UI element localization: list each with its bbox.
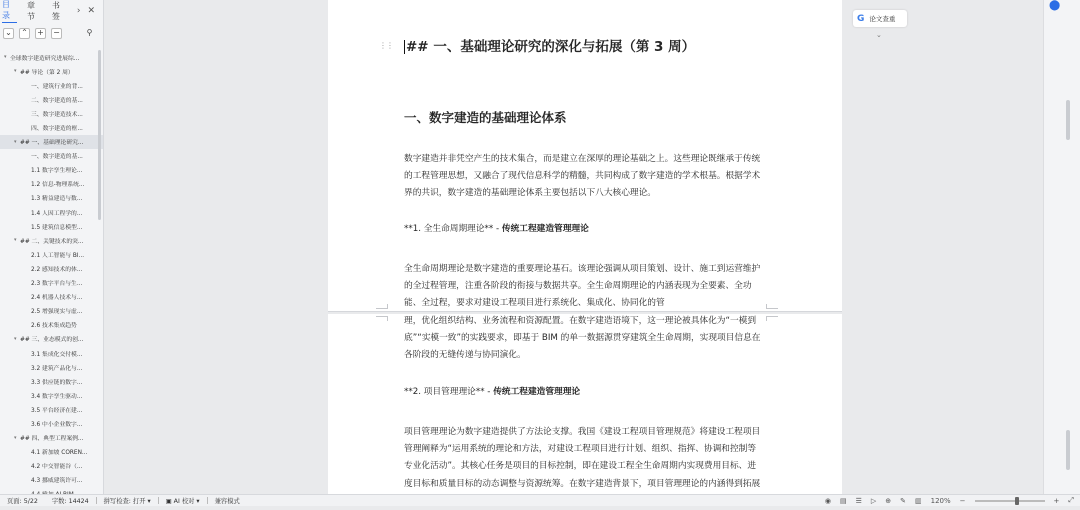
outline-panel xyxy=(0,0,104,494)
drag-handle-icon[interactable]: ⋮⋮ xyxy=(379,41,393,50)
outline-item[interactable] xyxy=(0,120,103,134)
compat-mode-label: 兼容模式 xyxy=(214,498,240,505)
outline-item[interactable] xyxy=(0,261,103,275)
ai-icon: ▣ xyxy=(165,498,172,505)
outline-item-label: 2.2 感知技术的体... xyxy=(31,266,83,273)
spell-check-toggle[interactable]: 拼写检查: 打开 ▾ xyxy=(103,498,151,505)
paragraph[interactable]: 全生命周期理论是数字建造的重要理论基石。该理论强调从项目策划、设计、施工到运营维护的全过程管理，注重各阶段的衔接与数据共享。全生命周期理论的内涵表现为全要素、全功能、全过程，要求对建设工程项目进行系统化、集成化、协同化的管 xyxy=(404,264,761,309)
remove-icon[interactable]: − xyxy=(51,28,62,39)
outline-item[interactable] xyxy=(0,92,103,106)
margin-corner-mark xyxy=(376,316,388,321)
subheading[interactable] xyxy=(404,385,764,397)
outline-item-label: ## 导论（第 2 周） xyxy=(20,69,74,76)
outline-item[interactable] xyxy=(0,346,103,360)
outline-item[interactable] xyxy=(0,163,103,177)
zoom-slider[interactable] xyxy=(975,500,1045,502)
outline-item-label: 1.3 精益建造与数... xyxy=(31,196,83,203)
outline-toolbar xyxy=(0,22,103,44)
outline-item[interactable] xyxy=(0,219,103,233)
document-scrollbar-lower[interactable] xyxy=(1066,430,1070,470)
document-scrollbar[interactable] xyxy=(1066,100,1070,140)
outline-item-label: 3.3 供应链的数字... xyxy=(31,379,83,386)
chevron-right-icon[interactable]: › xyxy=(76,6,81,16)
outline-item[interactable] xyxy=(0,64,103,78)
tab-bookmarks[interactable]: 书签 xyxy=(51,1,60,21)
outline-item[interactable] xyxy=(0,247,103,261)
outline-item[interactable] xyxy=(0,276,103,290)
text-cursor xyxy=(404,40,405,54)
heading-level2-text: ## 一、基础理论研究的深化与拓展（第 3 周） xyxy=(406,39,696,55)
outline-tabs xyxy=(0,0,103,22)
expand-toggle-icon[interactable]: ▾ xyxy=(14,335,17,342)
outline-item[interactable] xyxy=(0,360,103,374)
collapse-up-icon[interactable]: ⌃ xyxy=(19,28,30,39)
margin-corner-mark xyxy=(376,304,388,309)
outline-item[interactable] xyxy=(0,177,103,191)
outline-item-label: 3.1 集成化交付模... xyxy=(31,351,83,358)
right-sidebar xyxy=(1043,0,1080,494)
outline-item-label: 4.3 挪威建筑许可... xyxy=(31,478,83,485)
subheading-prefix: **2. 项目管理理论** - xyxy=(404,387,494,397)
outline-item-label: 一、数字建造的基... xyxy=(31,154,83,161)
subheading-bold: 传统工程建造管理理论 xyxy=(501,224,589,234)
outline-item-label: 1.2 信息-物理系统... xyxy=(31,182,85,189)
ai-proofread-button[interactable]: ▣ AI 校对 ▾ xyxy=(165,498,200,505)
outline-item[interactable] xyxy=(0,388,103,402)
outline-item-label: 3.4 数字孪生驱动... xyxy=(31,393,83,400)
outline-item[interactable] xyxy=(0,431,103,445)
chevron-down-icon[interactable]: ⌄ xyxy=(876,31,882,39)
outline-item[interactable] xyxy=(0,290,103,304)
page-view-icon[interactable]: ▤ xyxy=(839,496,847,505)
close-icon[interactable]: ✕ xyxy=(87,6,96,16)
outline-item-label: 四、数字建造的框... xyxy=(31,126,83,133)
play-icon[interactable]: ▷ xyxy=(870,496,877,505)
add-icon[interactable]: + xyxy=(35,28,46,39)
outline-item-label: ## 四、典型工程案例... xyxy=(20,436,84,443)
outline-item-label: 全球数字建造研究进展综... xyxy=(10,55,80,62)
outline-item[interactable] xyxy=(0,402,103,416)
outline-item-label: 4.1 新加坡 COREN... xyxy=(31,450,88,457)
spell-check-label: 拼写检查: 打开 xyxy=(103,498,146,505)
outline-item[interactable] xyxy=(0,318,103,332)
outline-item-label: 3.2 建筑产品化与... xyxy=(31,365,83,372)
eye-icon[interactable]: ◉ xyxy=(824,496,831,505)
outline-item[interactable] xyxy=(0,191,103,205)
location-pin-icon[interactable]: ⬤ xyxy=(1049,0,1061,11)
margin-corner-mark xyxy=(766,316,778,321)
sidebar-icon[interactable]: ▥ xyxy=(915,496,922,505)
tab-chapters[interactable]: 章节 xyxy=(26,1,35,21)
collapse-down-icon[interactable]: ⌄ xyxy=(3,28,14,39)
outline-item[interactable] xyxy=(0,374,103,388)
outline-item-label: 三、数字建造技术... xyxy=(31,111,83,118)
outline-item[interactable] xyxy=(0,459,103,473)
outline-item-label: 二、数字建造的基... xyxy=(31,97,83,104)
outline-item-label: 2.3 数字平台与生... xyxy=(31,281,83,288)
expand-toggle-icon[interactable]: ▾ xyxy=(14,68,17,75)
outline-item[interactable] xyxy=(0,445,103,459)
outline-item[interactable] xyxy=(0,304,103,318)
zoom-level[interactable]: 120% xyxy=(930,496,951,505)
edit-icon[interactable]: ✎ xyxy=(900,496,906,505)
outline-scrollbar[interactable] xyxy=(98,50,101,220)
heading-level1[interactable]: 一、数字建造的基础理论体系 xyxy=(404,110,567,125)
outline-item[interactable] xyxy=(0,205,103,219)
outline-item[interactable] xyxy=(0,233,103,247)
outline-item[interactable] xyxy=(0,106,103,120)
word-count[interactable]: 字数: 14424 xyxy=(51,498,89,505)
outline-item[interactable] xyxy=(0,78,103,92)
expand-toggle-icon[interactable]: ▾ xyxy=(4,54,7,61)
expand-toggle-icon[interactable]: ▾ xyxy=(14,237,17,244)
outline-item[interactable] xyxy=(0,149,103,163)
paragraph[interactable]: 数字建造并非凭空产生的技术集合，而是建立在深厚的理论基础之上。这些理论既继承于传统的工程管理思想，又融合了现代信息科学的精髓，共同构成了数字建造的学术根基。根据学术界的共识，数字建造的基础理论体系主要包括以下八大核心理论。 xyxy=(404,154,761,199)
view-controls xyxy=(825,496,1080,505)
expand-toggle-icon[interactable]: ▾ xyxy=(14,138,17,145)
outline-item-label: ## 一、基础理论研究... xyxy=(20,140,84,147)
outline-item-label: 3.5 平台经济在建... xyxy=(31,407,83,414)
outline-item-label: 4.2 中交智能谷（... xyxy=(31,464,83,471)
outline-item-label: 2.1 人工智能与 BI... xyxy=(31,252,85,259)
heading-level2[interactable] xyxy=(404,35,764,55)
plagiarism-check-button[interactable] xyxy=(853,10,907,27)
margin-corner-mark xyxy=(766,304,778,309)
expand-toggle-icon[interactable]: ▾ xyxy=(14,434,17,441)
plagiarism-check-label: 论文查重 xyxy=(869,15,896,23)
outline-view-icon[interactable]: ☰ xyxy=(855,496,862,505)
outline-item-label: ## 三、业态模式的创... xyxy=(20,337,84,344)
globe-icon[interactable]: ⊕ xyxy=(885,496,892,505)
status-bar xyxy=(0,494,1080,506)
outline-item-label: 1.5 建筑信息模型... xyxy=(31,224,83,231)
outline-item[interactable] xyxy=(0,50,103,64)
zoom-slider-knob[interactable] xyxy=(1015,497,1019,505)
outline-item-label: 一、建筑行业的背... xyxy=(31,83,83,90)
zoom-in-icon[interactable]: + xyxy=(1053,496,1060,505)
paragraph[interactable]: 项目管理理论为数字建造提供了方法论支撑。我国《建设工程项目管理规范》将建设工程项目管理阐释为“运用系统的理论和方法，对建设工程项目进行计划、组织、指挥、协调和控制等专业化活动”。其核心任务是项目的目标控制，即在建设工程全生命周期内实现费用目标、进度目标和质量目标的动态调整与资源统筹。在数字建造背景下，项目管理理论的内涵得到拓展 xyxy=(404,427,761,489)
binoculars-icon[interactable]: ⚲ xyxy=(86,28,93,37)
tab-toc[interactable]: 目录 xyxy=(2,0,17,23)
outline-item-label: 3.6 中小企业数字... xyxy=(31,421,83,428)
outline-item-label: 2.6 技术集成趋势 xyxy=(31,323,77,330)
subheading-prefix: **1. 全生命周期理论** - xyxy=(404,224,502,234)
outline-item[interactable] xyxy=(0,332,103,346)
outline-item-label: 2.4 机器人技术与... xyxy=(31,295,83,302)
outline-item[interactable] xyxy=(0,416,103,430)
outline-item[interactable] xyxy=(0,473,103,487)
outline-item-label: 1.1 数字孪生理论... xyxy=(31,168,83,175)
outline-item-label: ## 二、关键技术的突... xyxy=(20,238,84,245)
outline-list xyxy=(0,44,103,501)
outline-item-label: 2.5 增强现实与虚... xyxy=(31,309,83,316)
plagiarism-check-icon: G xyxy=(857,13,865,24)
subheading[interactable] xyxy=(404,222,764,234)
ai-proofread-label: AI 校对 xyxy=(173,498,195,505)
zoom-out-icon[interactable]: − xyxy=(959,496,966,505)
outline-item[interactable] xyxy=(0,135,103,149)
subheading-bold: 传统工程建造管理理论 xyxy=(493,387,581,397)
paragraph-continued[interactable]: 理，优化组织结构、业务流程和资源配置。在数字建造语境下，这一理论被具体化为“一模到底”“实模一致”的实践要求，即基于 BIM 的单一数据源贯穿建筑全生命周期，实现项目信息在各阶段的无缝传递与协同演化。 xyxy=(404,316,761,361)
fit-icon[interactable]: ⤢ xyxy=(1068,496,1074,504)
page-indicator[interactable]: 页面: 5/22 xyxy=(7,498,38,505)
outline-item-label: 1.4 人因工程学的... xyxy=(31,210,83,217)
